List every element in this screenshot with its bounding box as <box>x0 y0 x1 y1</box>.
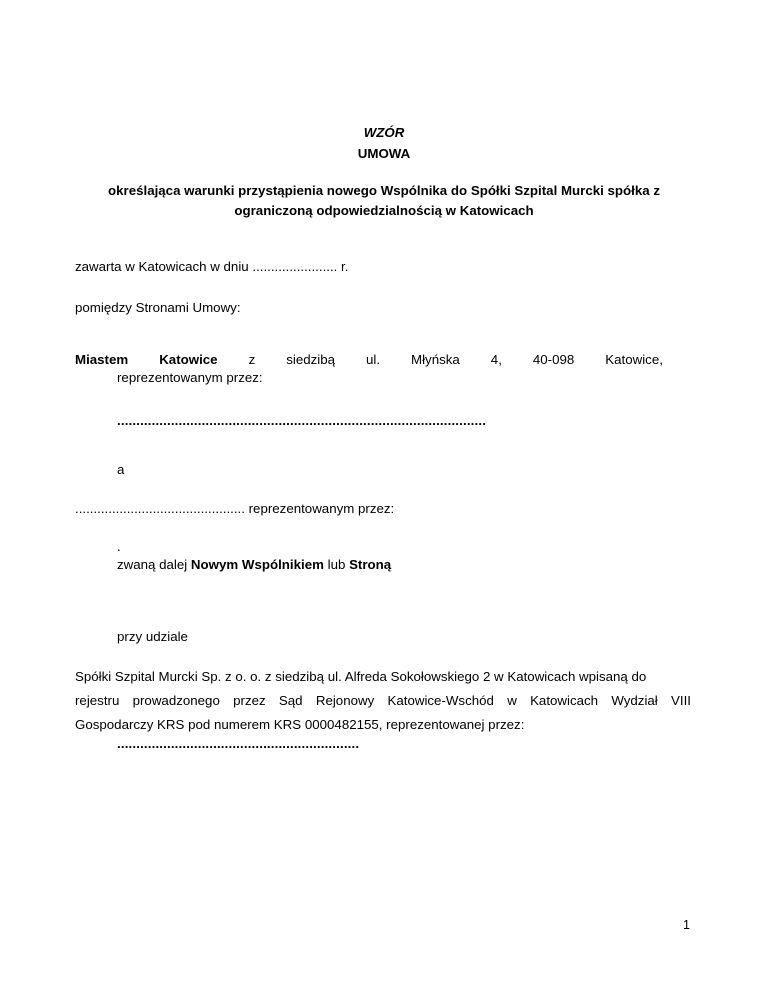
document-label: WZÓR <box>363 125 405 140</box>
company-word: w <box>507 693 517 708</box>
company-paragraph-line-1: Spółki Szpital Murcki Sp. z o. o. z siedzibą ul. Alfreda Sokołowskiego 2 w Katowicach wpisaną do <box>75 669 647 684</box>
company-paragraph-line-2 <box>75 693 691 708</box>
party1-word: Katowice <box>159 352 218 367</box>
party1-word: ul. <box>366 352 381 367</box>
party1-representative-placeholder: ................................................................................................ <box>117 413 487 428</box>
participation-line: przy udziale <box>117 629 188 644</box>
company-representative-placeholder: ............................................................... <box>117 736 360 751</box>
company-word: przez <box>233 693 266 708</box>
designation-new-partner: Nowym Wspólnikiem <box>190 557 324 572</box>
conjunction-and: a <box>117 462 125 477</box>
company-word: prowadzonego <box>132 693 220 708</box>
company-word: Sąd <box>278 693 303 708</box>
designation-party: Stroną <box>349 557 392 572</box>
document-subtitle-line-1: określająca warunki przystąpienia nowego Wspólnika do Spółki Szpital Murcki spółka z <box>108 183 660 198</box>
company-word: Wydział <box>611 693 658 708</box>
party2-designation-line <box>117 557 391 572</box>
document-subtitle-line-2: ograniczoną odpowiedzialnością w Katowicach <box>234 203 534 218</box>
company-word: Katowicach <box>530 693 599 708</box>
party1-word: siedzibą <box>286 352 336 367</box>
designation-mid: lub <box>323 557 350 572</box>
party1-word: z <box>248 352 256 367</box>
document-title: UMOWA <box>357 146 411 161</box>
party1-word: Miastem <box>75 352 129 367</box>
party2-represented-line: .............................................. reprezentowanym przez: <box>75 501 395 516</box>
party2-representative-placeholder: . <box>117 539 121 554</box>
company-word: VIII <box>671 693 691 708</box>
company-word: Rejonowy <box>315 693 375 708</box>
party1-represented-label: reprezentowanym przez: <box>117 370 263 385</box>
between-parties-line: pomiędzy Stronami Umowy: <box>75 300 241 315</box>
page-number: 1 <box>683 918 690 932</box>
party1-address-line <box>75 352 663 367</box>
company-word: rejestru <box>75 693 120 708</box>
concluded-date-line: zawarta w Katowicach w dniu ....................... r. <box>75 259 349 274</box>
company-paragraph-line-3: Gospodarczy KRS pod numerem KRS 0000482155, reprezentowanej przez: <box>75 717 525 732</box>
party1-word: Młyńska <box>411 352 460 367</box>
party1-word: Katowice, <box>605 352 663 367</box>
party1-word: 40-098 <box>532 352 575 367</box>
designation-prefix: zwaną dalej <box>117 557 191 572</box>
party1-word: 4, <box>490 352 502 367</box>
company-word: Katowice-Wschód <box>387 693 494 708</box>
